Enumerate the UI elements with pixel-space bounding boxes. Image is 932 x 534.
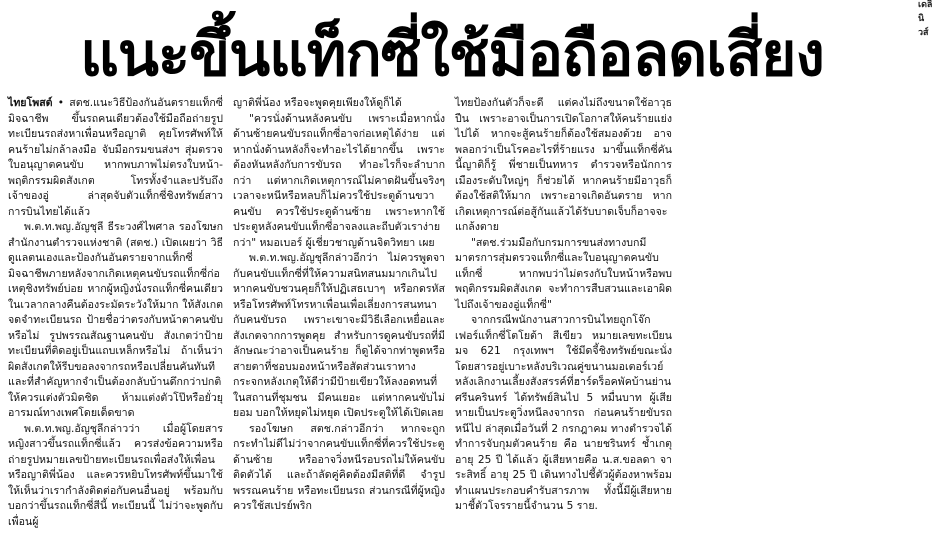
article-column-3 <box>455 96 672 532</box>
article-column-1 <box>8 96 223 532</box>
paragraph: ญาติพี่น้อง หรือจะพูดคุยเพียงให้ดูก็ได้ <box>233 97 402 109</box>
masthead-logo-text: เดลินิวส์ <box>918 0 932 38</box>
headline: แนะขึ้นแท็กซี่ใช้มือถือลดเสี่ยง <box>80 20 824 90</box>
masthead <box>480 0 932 38</box>
article-column-2 <box>233 96 445 532</box>
paragraph: รองโฆษก สตช.กล่าวอีกว่า หากจะถูกกระทำไม่ดีไม่ว่าจากคนขับแท็กซี่ที่ควรใช้ประตูด้านซ้าย หรืออาจวิ่งหนีรอบรถไม่ให้คนขับติดตัวได้ และถ้าลัดคู่คิดต้องมีสติที่ดี จำรูปพรรณคนร้าย หรือทะเบียนรถ ส่วนกรณีที่ผู้หญิงควรใช้สเปรย์พริก <box>233 422 445 512</box>
article-body <box>8 96 892 532</box>
paragraph: พ.ต.ท.พญ.อัญชุลีกล่าวอีกว่า ไม่ควรพูดจากับคนขับแท็กซี่ที่ให้ความสนิทสนมมากเกินไป หากคนขับชวนคุยก็ให้ปฏิเสธเบาๆ หรือกดรหัสหรือโทรศัพท์โทรหาเพื่อนเพื่อเลี่ยงการสนทนากับคนขับรถ เพราะเขาจะมีวิธีเลือกเหยื่อและสังเกตจากการพูดคุย สำหรับการดูคนขับรถที่มีลักษณะว่าอาจเป็นคนร้าย ก็ดูได้จากท่าพูดหรือสายตาที่ชอบมองหน้าหรือสัดส่วนเราทางกระจกหลังเกตุให้ดีว่ามีป้ายเขียวให้ลงอดทนที่ในสถานที่ชุมชน มีคนเยอะ แต่หากคนขับไม่ยอม บอกให้หยุดไม่หยุด เปิดประตูให้ได้เปิดเลย <box>233 252 445 419</box>
paragraph: ไทยป้องกันตัวก็จะดี แต่คงไม่ถึงขนาดใช้อาวุธปืน เพราะอาจเป็นการเปิดโอกาสให้คนร้ายแย่งไปได้ หากจะสู้คนร้ายก็ต้องใช้สมองด้วย อาจพลอกว่าเป็นโรคอะไรที่ร้ายแรง มาขึ้นแท็กซี่คันนี้ญาติก็รู้ พี่ชายเป็นทหาร ตำรวจหรือนักการเมืองระดับใหญ่ๆ ก็ช่วยได้ หากคนร้ายมีอาวุธก็ต้องใช้สติให้มาก เพราะอาจเกิดอันตราย หากเกิดเหตุการณ์ต่อสู้กันแล้วได้รับบาดเจ็บก็อาจจะแกล้งตาย <box>455 97 672 233</box>
paragraph: ไทยโพสต์ • สตช.แนะวิธีป้องกันอันตรายแท็กซี่มิจฉาชีพ ขึ้นรถคนเดียวต้องใช้มือถือถ่ายรูปทะเบียนรถส่งหาเพื่อนหรือญาติ คุยโทรศัพท์ให้คนร้ายไม่กล้าลงมือ จับมือกรมขนส่งฯ สุ่มตรวจใบอนุญาตคนขับ หากพบภาพไม่ตรงใบหน้า-พฤติกรรมผิดสังเกต โทรทั้งจำและปรับถึงเจ้าของอู่ ล่าสุดจับตัวแท็กซี่ชิงทรัพย์สาวการบินไทยได้แล้ว <box>8 97 223 218</box>
byline: ไทยโพสต์ <box>8 97 53 109</box>
paragraph: "ควรนั่งด้านหลังคนขับ เพราะเมื่อหากนั่งด้านซ้ายคนขับรถแท็กซี่อาจก่อเหตุได้ง่าย แต่หากนั่งด้านหลังก็จะทำอะไรได้ยากขึ้น เพราะต้องหันหลังกับการขับรถ ทำอะไรก็จะลำบากกว่า แต่หากเกิดเหตุการณ์ไม่คาดฝันขึ้นจริงๆ เวลาจะหนีหรือหลบก็ไม่ควรใช้ประตูด้านขวาคนขับ ควรใช้ประตูด้านซ้าย เพราะหากใช้ประตูหลังคนขับแท็กซี่อาจลงและถีบตัวเราง่ายกว่า" หมอเบอร์ ผู้เชี่ยวชาญด้านจิตวิทยา เผย <box>233 112 445 249</box>
paragraph: พ.ต.ท.พญ.อัญชุลี ธีระวงศ์ไพศาล รองโฆษกสำนักงานตำรวจแห่งชาติ (สตช.) เปิดเผยว่า วิธีดูแลตนเองและป้องกันอันตรายจากแท็กซี่มิจฉาชีพภายหลังจากเกิดเหตุคนขับรถแท็กซี่ก่อเหตุชิงทรัพย์บ่อย หากผู้หญิงนั่งรถแท็กซี่คนเดียวในเวลากลางคืนต้องระมัดระวังให้มาก ให้สังเกต จดจำทะเบียนรถ ป้ายชื่อว่าตรงกับหน้าตาคนขับหรือไม่ รูปพรรณสัณฐานคนขับ สังเกตว่าป้ายทะเบียนที่ติดอยู่เป็นแถบเหล็กหรือไม่ ถ้าเห็นว่าผิดสังเกตให้รีบขอลงจากรถหรือเปลี่ยนคันทันที และที่สำคัญหากจำเป็นต้องกลับบ้านดึกกว่าปกติ ให้ควรแต่งตัวมิดชิด ห้ามแต่งตัวโป๊หรือยั่วยุอารมณ์ทางเพศโดยเด็ดขาด <box>8 221 223 419</box>
paragraph: จากกรณีพนักงานสาวการบินไทยถูกโจ๊กเฟอร์แท็กซี่โตโยต้า สีเขียว หมายเลขทะเบียน มจ 621 กรุงเทพฯ ใช้มีดจี้ชิงทรัพย์ขณะนั่งโดยสารอยู่เบาะหลังบริเวณคู่ขนานมอเตอร์เวย์ หลังเลิกงานเลี้ยงสังสรรค์ที่ฮาร์ดร็อคพัคบ้านย่านศรีนครินทร์ ได้ทรัพย์สินไป 5 หมื่นบาท ผู้เสียหายเป็นประตูวิ่งหนีลงจากรถ ก่อนคนร้ายขับรถหนีไป ล่าสุดเมื่อวันที่ 2 กรกฎาคม ทางตำรวจได้ทำการจับกุมตัวคนร้าย คือ นายชรินทร์ ช้ำเกตุ อายุ 25 ปี ได้แล้ว ผู้เสียหายคือ น.ส.ขอลดา จาระสิทธิ์ อายุ 25 ปี เดินทางไปชี้ตัวผู้ต้องหาพร้อมทำแผนประกอบคำรับสารภาพ ทั้งนี้มีผู้เสียหายมาชี้ตัวโจรรายนี้จำนวน 5 ราย. <box>455 314 672 512</box>
paragraph-text: สตช.แนะวิธีป้องกันอันตรายแท็กซี่มิจฉาชีพ ขึ้นรถคนเดียวต้องใช้มือถือถ่ายรูปทะเบียนรถส่งหาเพื่อนหรือญาติ คุยโทรศัพท์ให้คนร้ายไม่กล้าลงมือ จับมือกรมขนส่งฯ สุ่มตรวจใบอนุญาตคนขับ หากพบภาพไม่ตรงใบหน้า-พฤติกรรมผิดสังเกต โทรทั้งจำและปรับถึงเจ้าของอู่ ล่าสุดจับตัวแท็กซี่ชิงทรัพย์สาวการบินไทยได้แล้ว <box>8 97 223 218</box>
paragraph: พ.ต.ท.พญ.อัญชุลีกล่าวว่า เมื่อผู้โดยสารหญิงสาวขึ้นรถแท็กซี่แล้ว ควรส่งข้อความหรือถ่ายรูปหมายเลขป้ายทะเบียนรถเพื่อส่งให้เพื่อนหรือญาติพี่น้อง และควรหยิบโทรศัพท์ขึ้นมาใช้ให้เห็นว่าเรากำลังติดต่อกับคนอื่นอยู่ พร้อมกับบอกว่าขึ้นรถแท็กซี่สีนี้ ทะเบียนนี้ ไม่ว่าจะพูดกับเพื่อนผู้ <box>8 422 223 528</box>
paragraph: "สตช.ร่วมมือกับกรมการขนส่งทางบกมีมาตรการสุ่มตรวจแท็กซี่และใบอนุญาตคนขับแท็กซี่ หากพบว่าไม่ตรงกับใบหน้าหรือพบพฤติกรรมผิดสังเกต จะทำการสืบสวนและเอาผิดไปถึงเจ้าของอู่แท็กซี่" <box>455 236 672 311</box>
